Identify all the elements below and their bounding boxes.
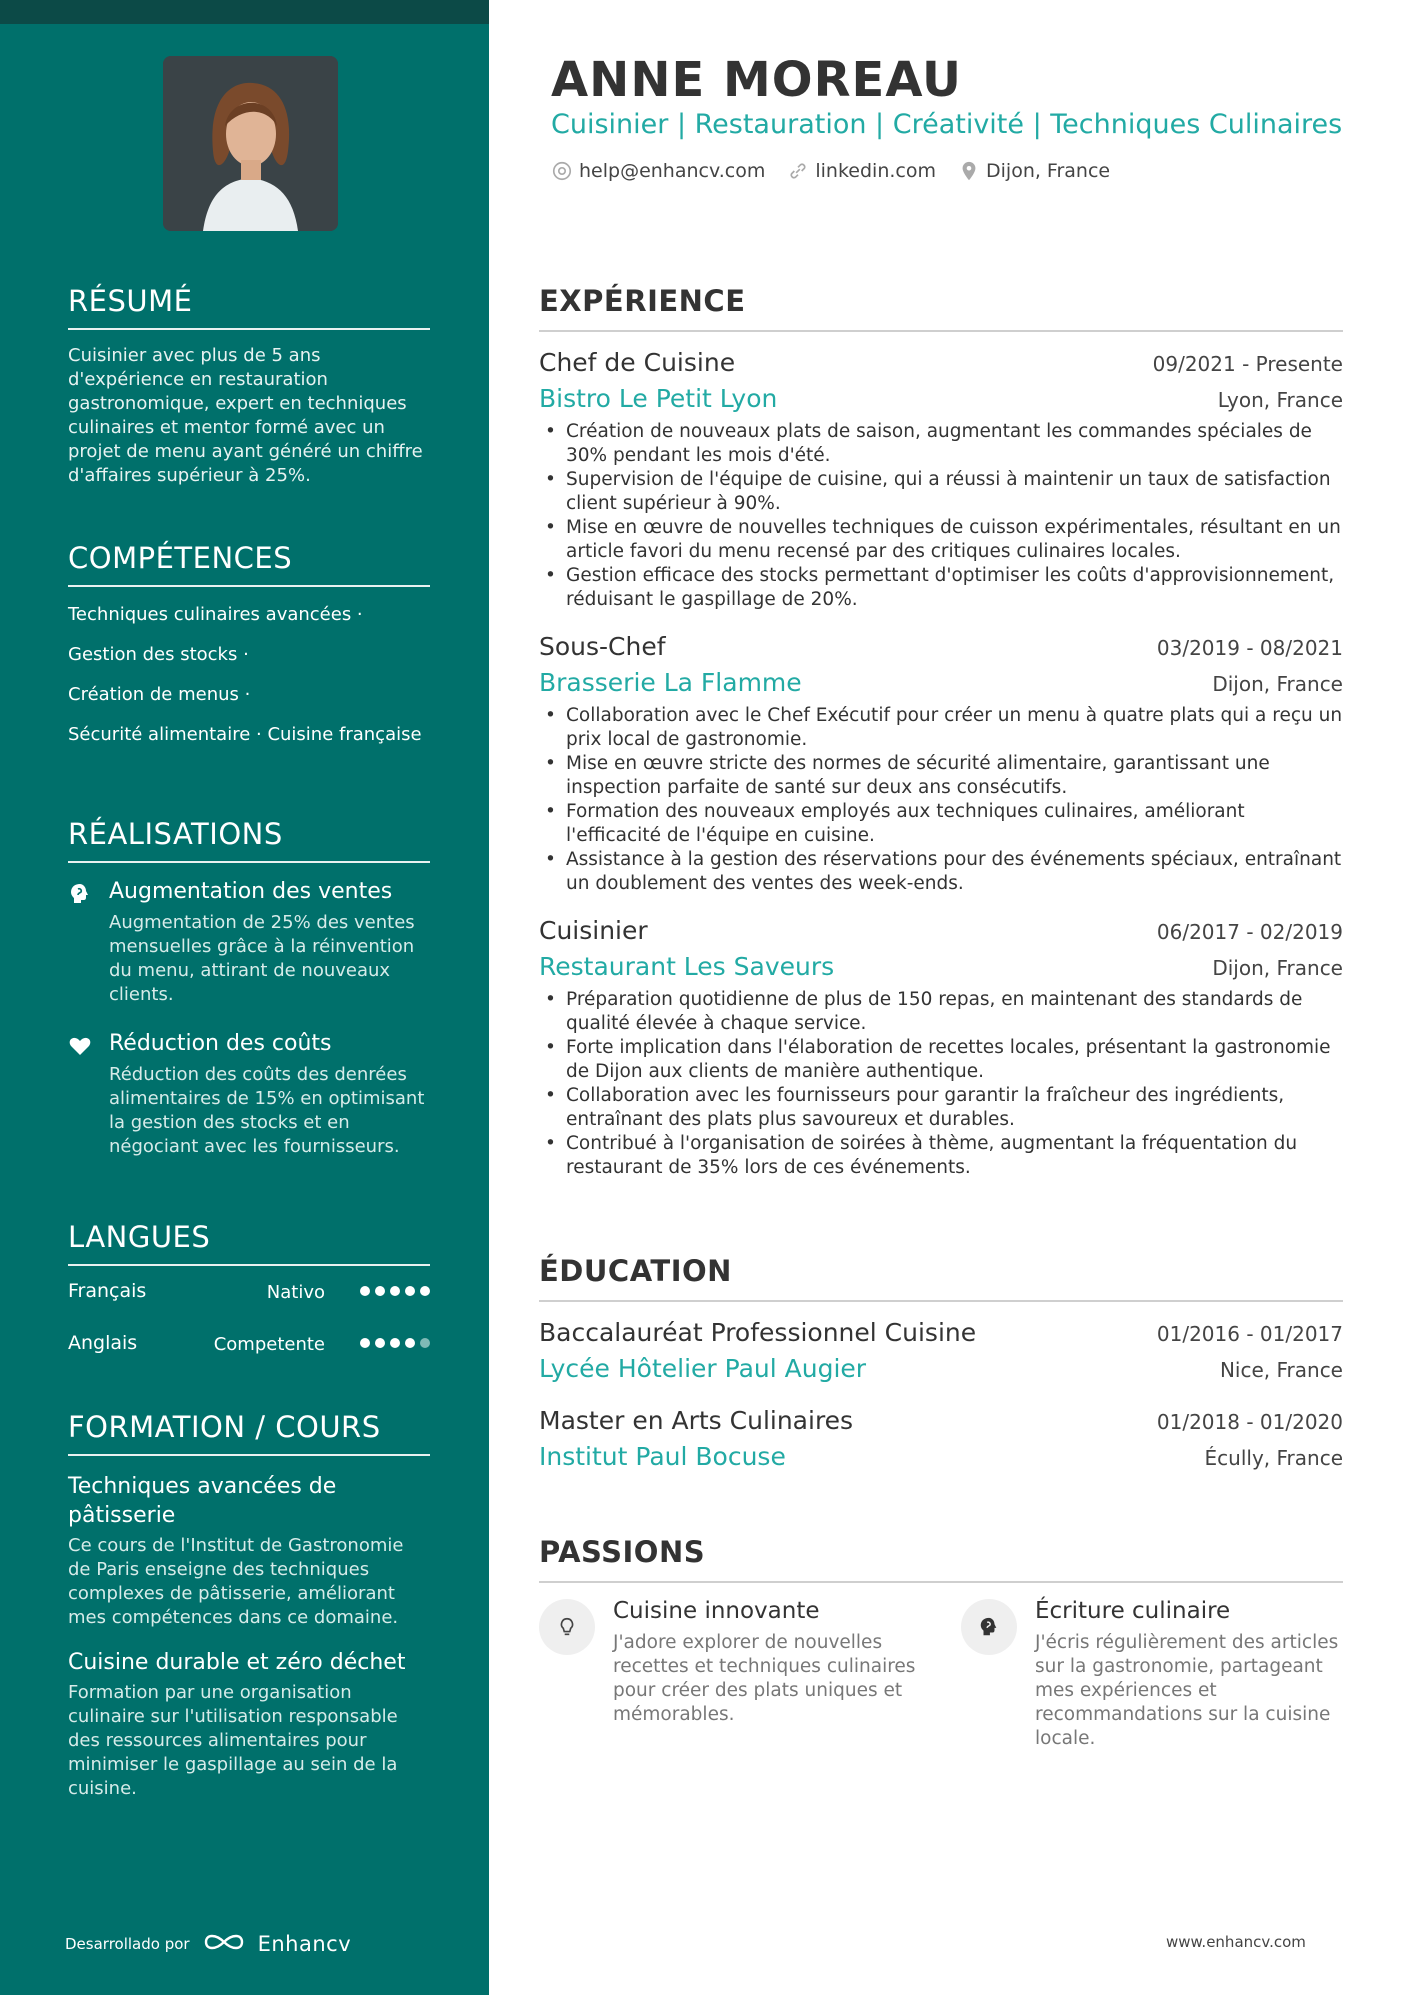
job-entry xyxy=(539,630,1343,896)
achievement-title: Augmentation des ventes xyxy=(109,879,393,904)
sidebar xyxy=(0,0,489,1995)
course-title: Techniques avancées de pâtisserie xyxy=(68,1474,337,1528)
bullet-item: • Forte implication dans l'élaboration de recettes locales, présentant la gastronomie de Dijon aux clients de manière authentique. xyxy=(539,1036,1343,1084)
education-school: Lycée Hôtelier Paul Augier xyxy=(539,1354,867,1383)
headline: Cuisinier | Restauration | Créativité | Techniques Culinaires xyxy=(551,109,1343,140)
brand-name: Enhancv xyxy=(257,1932,352,1956)
job-date: 03/2019 - 08/2021 xyxy=(1156,636,1343,660)
job-title: Cuisinier xyxy=(539,916,648,945)
passion-title: Cuisine innovante xyxy=(613,1598,820,1624)
rating-dot xyxy=(360,1286,370,1296)
sidebar-top-bar xyxy=(0,0,489,24)
job-company: Brasserie La Flamme xyxy=(539,668,802,697)
contact-email[interactable] xyxy=(551,160,765,182)
bullet-item: • Collaboration avec le Chef Exécutif pour créer un menu à quatre plats qui a reçu un prix local de gastronomie. xyxy=(539,704,1343,752)
rating-dot xyxy=(405,1338,415,1348)
passion-item xyxy=(539,1595,921,1751)
rating-dot xyxy=(420,1338,430,1348)
lightbulb-icon xyxy=(539,1599,595,1655)
job-bullets xyxy=(539,420,1343,612)
experience-section xyxy=(539,284,1343,1198)
enhancv-logo-icon xyxy=(202,1930,246,1958)
language-name: Anglais xyxy=(68,1332,138,1354)
language-name: Français xyxy=(68,1280,147,1302)
education-location: Nice, France xyxy=(1219,1358,1343,1382)
rating-dot xyxy=(420,1286,430,1296)
passions-title: PASSIONS xyxy=(539,1535,1343,1583)
languages-title: LANGUES xyxy=(68,1220,430,1266)
bullet-item: • Contribué à l'organisation de soirées à thème, augmentant la fréquentation du restaurant de 35% lors de ces événements. xyxy=(539,1132,1343,1180)
summary-title: RÉSUMÉ xyxy=(68,284,430,330)
bullet-item: • Préparation quotidienne de plus de 150 repas, en maintenant des standards de qualité élevée à chaque service. xyxy=(539,988,1343,1036)
job-location: Dijon, France xyxy=(1212,956,1343,980)
location-pin-icon xyxy=(958,160,980,182)
bullet-item: • Gestion efficace des stocks permettant d'optimiser les coûts d'approvisionnement, réduisant le gaspillage de 20%. xyxy=(539,564,1343,612)
achievement-desc: Augmentation de 25% des ventes mensuelles grâce à la réinvention du menu, attirant de nouveaux clients. xyxy=(109,912,415,1005)
achievement-desc: Réduction des coûts des denrées alimentaires de 15% en optimisant la gestion des stocks et en négociant avec les fournisseurs. xyxy=(109,1064,425,1157)
passion-title: Écriture culinaire xyxy=(1035,1598,1231,1624)
powered-by-label: Desarrollado por xyxy=(65,1935,190,1953)
language-item xyxy=(68,1332,430,1384)
footer-url[interactable]: www.enhancv.com xyxy=(1166,1933,1306,1951)
job-company: Restaurant Les Saveurs xyxy=(539,952,835,981)
bullet-item: • Supervision de l'équipe de cuisine, qui a réussi à maintenir un taux de satisfaction client supérieur à 90%. xyxy=(539,468,1343,516)
rating-dot xyxy=(375,1286,385,1296)
rating-dot xyxy=(405,1286,415,1296)
job-company: Bistro Le Petit Lyon xyxy=(539,384,778,413)
rating-dot xyxy=(375,1338,385,1348)
achievement-item xyxy=(68,1029,430,1159)
candidate-name: ANNE MOREAU xyxy=(551,52,962,108)
bullet-item: • Mise en œuvre stricte des normes de sécurité alimentaire, garantissant une inspection parfaite de santé sur deux ans consécutifs. xyxy=(539,752,1343,800)
job-date: 06/2017 - 02/2019 xyxy=(1156,920,1343,944)
education-entry xyxy=(539,1404,1343,1476)
achievement-title: Réduction des coûts xyxy=(109,1031,332,1056)
at-icon xyxy=(551,160,573,182)
education-title: ÉDUCATION xyxy=(539,1254,1343,1302)
heart-icon xyxy=(68,1034,92,1058)
bullet-item: • Mise en œuvre de nouvelles techniques de cuisson expérimentales, résultant en un article favori du menu recensé par des critiques culinaires locales. xyxy=(539,516,1343,564)
education-date: 01/2018 - 01/2020 xyxy=(1156,1410,1343,1434)
job-entry xyxy=(539,346,1343,612)
bullet-item: • Assistance à la gestion des réservations pour des événements spéciaux, entraînant un doublement des ventes des week-ends. xyxy=(539,848,1343,896)
email-text: help@enhancv.com xyxy=(579,160,766,182)
language-level: Nativo xyxy=(266,1282,325,1303)
job-bullets xyxy=(539,704,1343,896)
summary-text: Cuisinier avec plus de 5 ans d'expérience en restauration gastronomique, expert en techniques culinaires et mentor formé avec un projet de menu ayant généré un chiffre d'affaires supérieur à 25%. xyxy=(68,345,423,486)
job-date: 09/2021 - Presente xyxy=(1152,352,1343,376)
location-text: Dijon, France xyxy=(986,160,1111,182)
job-bullets xyxy=(539,988,1343,1180)
job-location: Dijon, France xyxy=(1212,672,1343,696)
profile-photo xyxy=(163,56,338,231)
experience-title: EXPÉRIENCE xyxy=(539,284,1343,332)
education-degree: Master en Arts Culinaires xyxy=(539,1406,854,1435)
contact-linkedin[interactable] xyxy=(787,160,936,182)
powered-by xyxy=(65,1930,351,1958)
course-title: Cuisine durable et zéro déchet xyxy=(68,1650,406,1675)
language-rating xyxy=(360,1338,430,1348)
passion-item xyxy=(961,1595,1343,1751)
language-level: Competente xyxy=(213,1334,325,1355)
achievements-title: RÉALISATIONS xyxy=(68,817,430,863)
contact-location xyxy=(958,160,1110,182)
bullet-item: • Collaboration avec les fournisseurs pour garantir la fraîcheur des ingrédients, entraînant des plats plus savoureux et durables. xyxy=(539,1084,1343,1132)
achievements-section xyxy=(68,817,430,1181)
skill-item: Sécurité alimentaire · Cuisine française xyxy=(68,724,422,745)
language-rating xyxy=(360,1286,430,1296)
job-location: Lyon, France xyxy=(1217,388,1343,412)
courses-section xyxy=(68,1410,430,1819)
skill-item: Création de menus · xyxy=(68,684,251,705)
course-desc: Ce cours de l'Institut de Gastronomie de Paris enseigne des techniques complexes de pâtisserie, améliorant mes compétences dans ce domaine. xyxy=(68,1535,404,1628)
languages-section xyxy=(68,1220,430,1384)
job-title: Sous-Chef xyxy=(539,632,666,661)
skill-item: Techniques culinaires avancées · xyxy=(68,604,363,625)
brain-icon xyxy=(68,882,92,906)
language-item xyxy=(68,1280,430,1332)
education-date: 01/2016 - 01/2017 xyxy=(1156,1322,1343,1346)
summary-section xyxy=(68,284,430,488)
job-entry xyxy=(539,914,1343,1180)
bullet-item: • Création de nouveaux plats de saison, augmentant les commandes spéciales de 30% pendant les mois d'été. xyxy=(539,420,1343,468)
education-location: Écully, France xyxy=(1204,1446,1343,1470)
course-desc: Formation par une organisation culinaire sur l'utilisation responsable des ressources alimentaires pour minimiser le gaspillage au sein de la cuisine. xyxy=(68,1682,398,1799)
rating-dot xyxy=(360,1338,370,1348)
job-title: Chef de Cuisine xyxy=(539,348,736,377)
passion-desc: J'adore explorer de nouvelles recettes et techniques culinaires pour créer des plats uniques et mémorables. xyxy=(613,1632,916,1725)
rating-dot xyxy=(390,1286,400,1296)
education-degree: Baccalauréat Professionnel Cuisine xyxy=(539,1318,977,1347)
bullet-item: • Formation des nouveaux employés aux techniques culinaires, améliorant l'efficacité de l'équipe en cuisine. xyxy=(539,800,1343,848)
rating-dot xyxy=(390,1338,400,1348)
skills-section xyxy=(68,541,430,763)
passions-section xyxy=(539,1535,1343,1751)
achievement-item xyxy=(68,877,430,1007)
link-icon xyxy=(787,160,809,182)
linkedin-text: linkedin.com xyxy=(815,160,936,182)
education-entry xyxy=(539,1316,1343,1388)
contact-row xyxy=(551,160,1110,182)
skills-title: COMPÉTENCES xyxy=(68,541,430,587)
passion-desc: J'écris régulièrement des articles sur la gastronomie, partageant mes expériences et recommandations sur la cuisine locale. xyxy=(1035,1632,1339,1749)
brain-icon xyxy=(961,1599,1017,1655)
education-section xyxy=(539,1254,1343,1492)
skill-item: Gestion des stocks · xyxy=(68,644,249,665)
courses-title: FORMATION / COURS xyxy=(68,1410,430,1456)
education-school: Institut Paul Bocuse xyxy=(539,1442,786,1471)
